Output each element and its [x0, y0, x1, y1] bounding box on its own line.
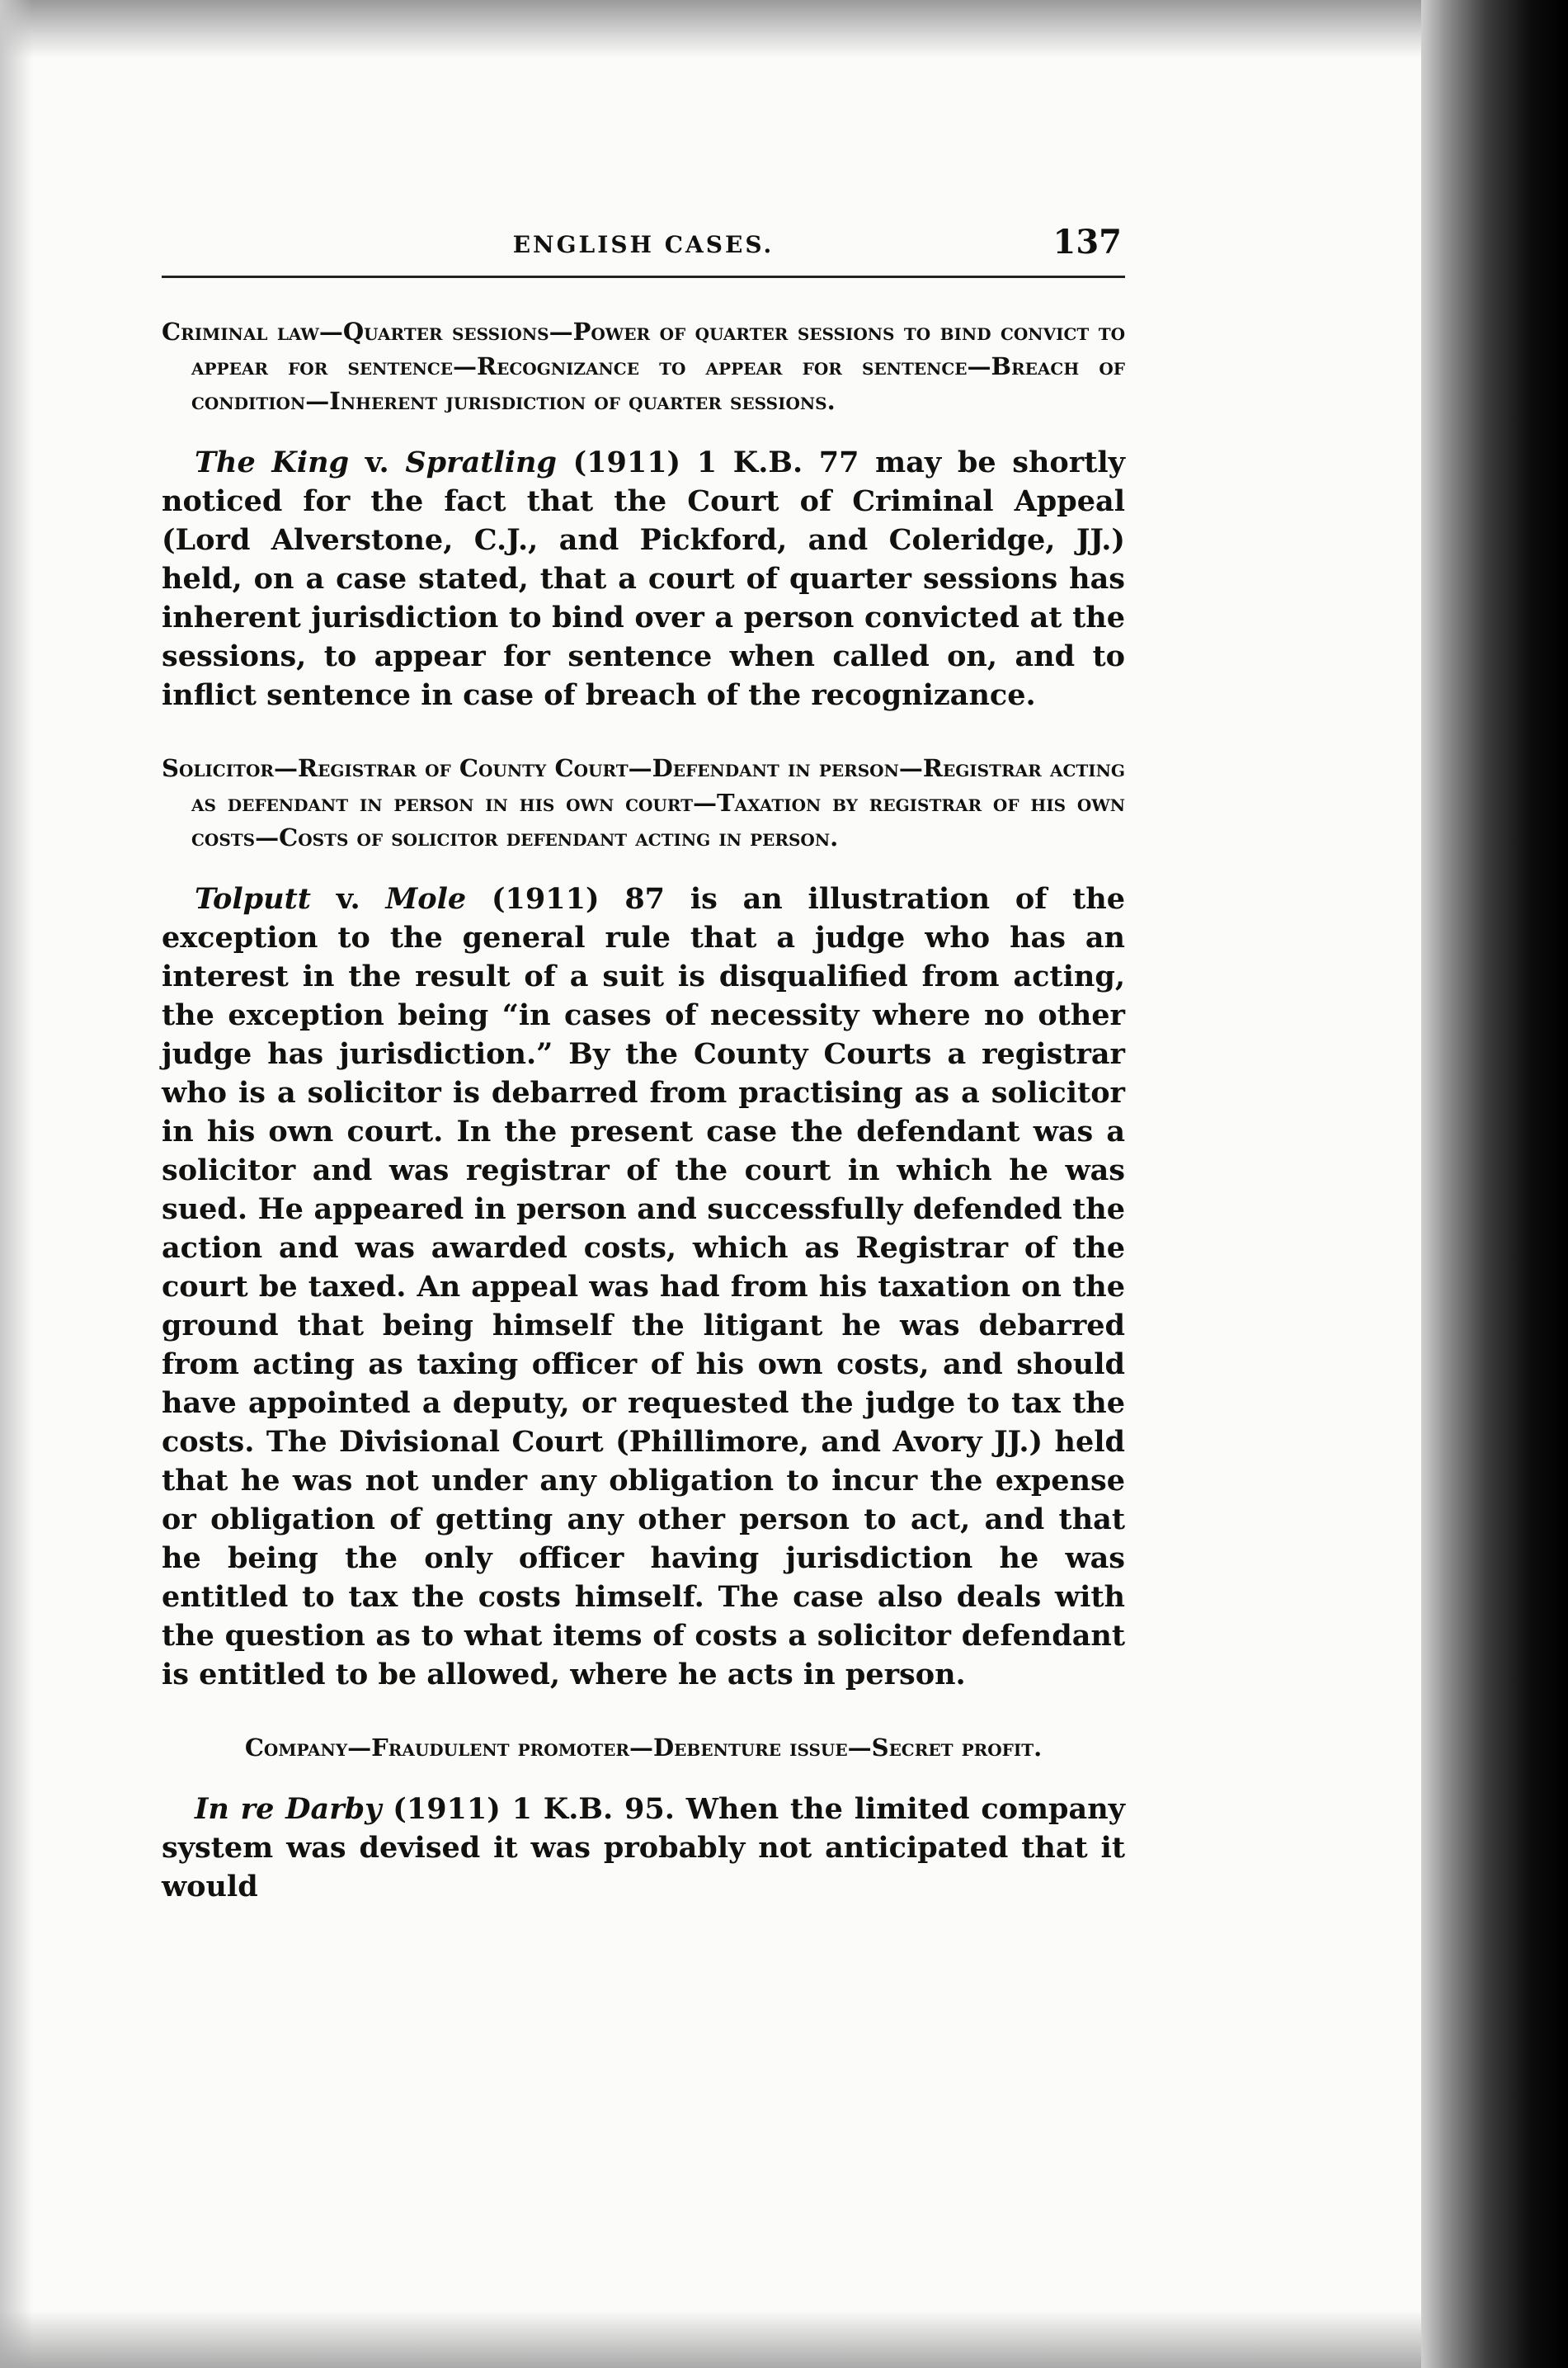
scan-shadow-bottom [0, 2310, 1568, 2368]
scan-shadow-top [0, 0, 1568, 58]
case-versus: v. [349, 446, 406, 479]
scan-shadow-left [0, 0, 33, 2368]
running-head-title: ENGLISH CASES. [512, 231, 775, 258]
page-number: 137 [1052, 223, 1122, 262]
case-name: In re Darby [195, 1792, 382, 1826]
case-body [162, 1790, 1125, 1906]
case-versus: v. [310, 882, 386, 916]
case-text: (1911) 1 K.B. 77 may be shortly noticed for the fact that the Court of Criminal Appeal (Lord Alverstone, C.J., and Pickford, and Coleridge, JJ.) held, on a case stated, that a court of quarter sessions has inherent jurisdiction to bind over a person convicted at the sessions, to appear for sentence when called on, and to inflict sentence in case of breach of the recognizance. [162, 446, 1125, 712]
case-body [162, 443, 1125, 715]
case-text: (1911) 1 K.B. 95. When the limited company system was devised it was probably not anticipated that it would [162, 1792, 1125, 1903]
case-section-1 [162, 314, 1125, 715]
case-name-second: Spratling [405, 446, 557, 479]
case-name: The King [195, 446, 350, 479]
running-head [162, 223, 1125, 278]
case-headnote: Company—Fraudulent promoter—Debenture issue—Secret profit. [244, 1734, 1043, 1762]
case-body [162, 880, 1125, 1694]
scan-shadow-right [1421, 0, 1568, 2368]
case-name: Tolputt [195, 882, 311, 916]
page-content [162, 223, 1125, 1906]
case-headnote: Criminal law—Quarter sessions—Power of quarter sessions to bind convict to appear for sentence—Recognizance to appear for sentence—Breach of condition—Inherent jurisdiction of quarter sessions. [162, 318, 1125, 415]
case-headnote: Solicitor—Registrar of County Court—Defendant in person—Registrar acting as defendant in person in his own court—Taxation by registrar of his own costs—Costs of solicitor defendant acting in person. [162, 754, 1125, 851]
case-section-3 [162, 1730, 1125, 1906]
case-name-second: Mole [385, 882, 467, 916]
case-section-2 [162, 751, 1125, 1694]
case-text: (1911) 87 is an illustration of the exception to the general rule that a judge who has an interest in the result of a suit is disqualified from acting, the exception being “in cases of necessity where no other judge has jurisdiction.” By the County Courts a registrar who is a solicitor is debarred from practising as a solicitor in his own court. In the present case the defendant was a solicitor and was registrar of the court in which he was sued. He appeared in person and successfully defended the action and was awarded costs, which as Registrar of the court be taxed. An appeal was had from his taxation on the ground that being himself the litigant he was debarred from acting as taxing officer of his own costs, and should have appointed a deputy, or requested the judge to tax the costs. The Divisional Court (Phillimore, and Avory JJ.) held that he was not under any obligation to incur the expense or obligation of getting any other person to act, and that he being the only officer having jurisdiction he was entitled to tax the costs himself. The case also deals with the question as to what items of costs a solicitor defendant is entitled to be allowed, where he acts in person. [162, 882, 1126, 1691]
